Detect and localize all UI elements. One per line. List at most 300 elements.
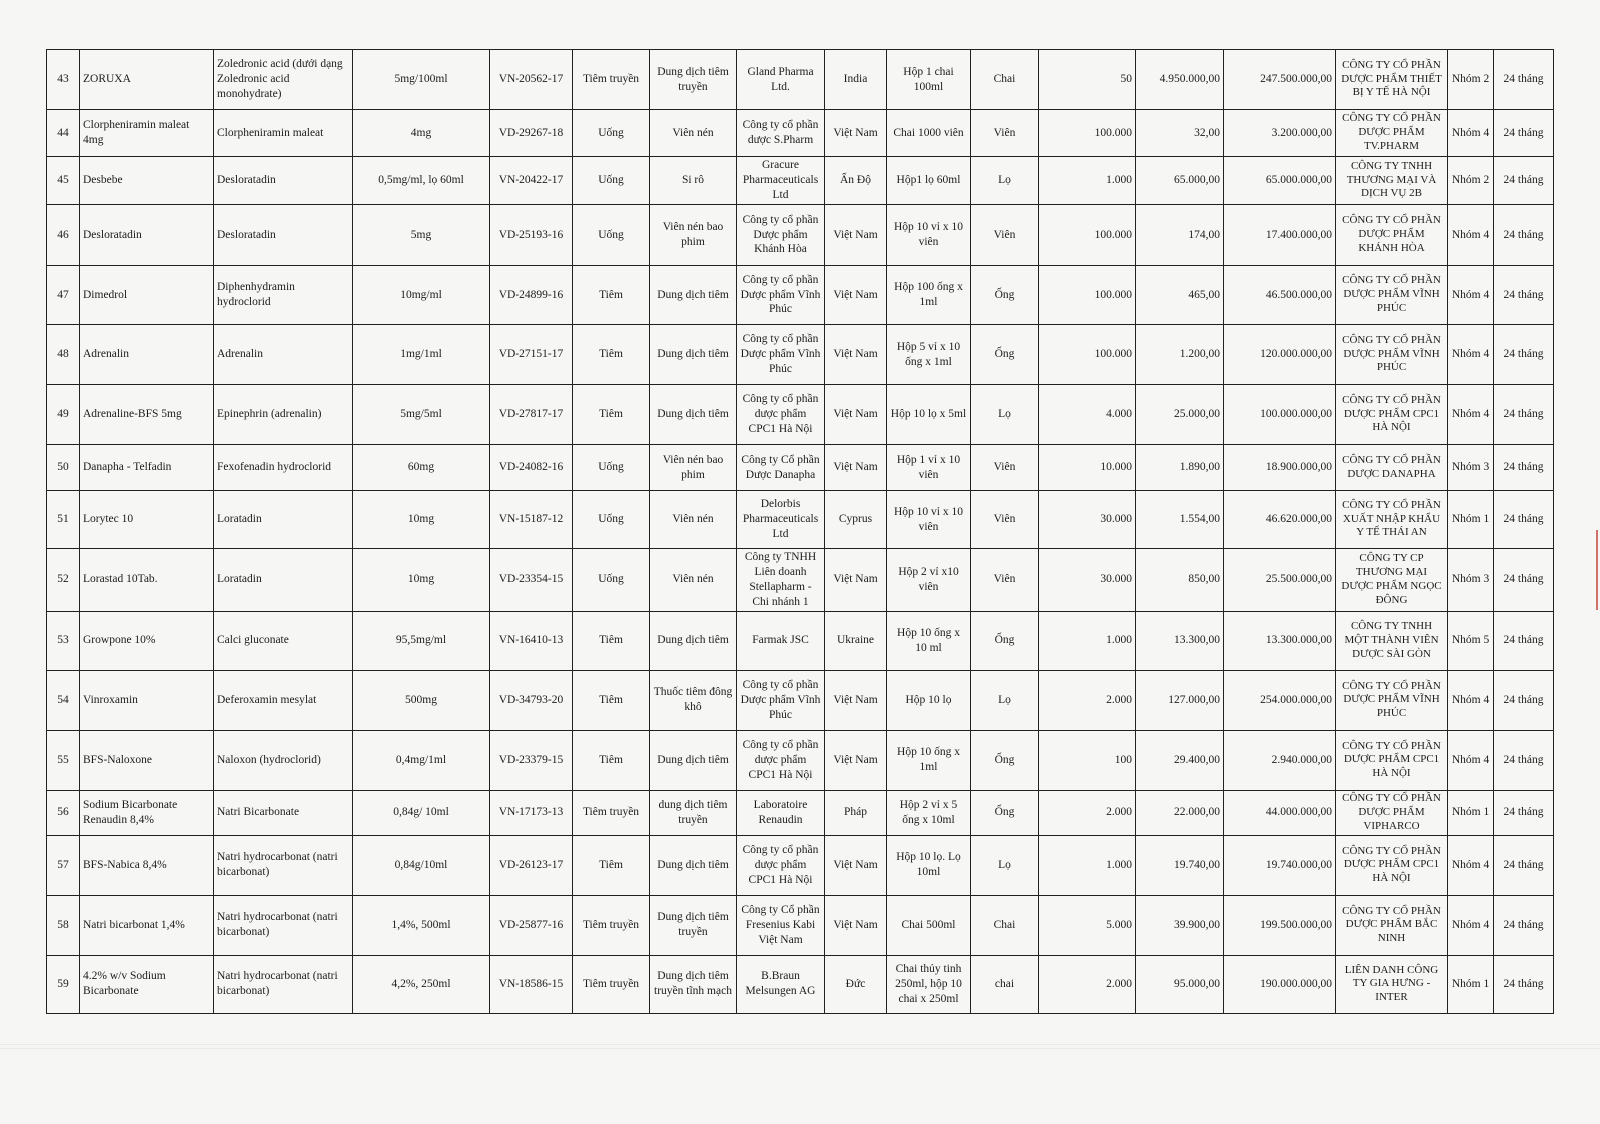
cell-manufacturer: Công ty cổ phần Dược phẩm Vĩnh Phúc [737,325,825,385]
cell-stt: 54 [47,670,80,730]
cell-stt: 59 [47,955,80,1013]
cell-packaging: Hộp 10 lọ x 5ml [887,385,971,445]
cell-manufacturer: Công ty Cổ phần Fresenius Kabi Việt Nam [737,895,825,955]
cell-dosage-form: Dung dịch tiêm [650,730,737,790]
cell-country: India [825,50,887,110]
cell-group: Nhóm 2 [1448,50,1494,110]
cell-drug-name: Dimedrol [80,266,214,325]
cell-manufacturer: Công ty cổ phần dược phẩm CPC1 Hà Nội [737,730,825,790]
cell-active-ingredient: Natri hydrocarbonat (natri bicarbonat) [214,895,353,955]
cell-route: Tiêm truyền [573,50,650,110]
cell-unit-price: 65.000,00 [1136,157,1224,205]
cell-stt: 45 [47,157,80,205]
cell-packaging: Chai 1000 viên [887,110,971,157]
table-row [47,790,1554,835]
cell-total-amount: 100.000.000,00 [1224,385,1336,445]
cell-strength: 5mg [353,205,490,266]
cell-dosage-form: Dung dịch tiêm truyền [650,50,737,110]
cell-shelf-life: 24 tháng [1494,325,1554,385]
cell-drug-name: Natri bicarbonat 1,4% [80,895,214,955]
cell-drug-name: Desbebe [80,157,214,205]
cell-strength: 1,4%, 500ml [353,895,490,955]
cell-stt: 48 [47,325,80,385]
cell-manufacturer: Công ty Cổ phần Dược Danapha [737,445,825,491]
cell-supplier: CÔNG TY CỔ PHẦN DƯỢC DANAPHA [1336,445,1448,491]
cell-active-ingredient: Naloxon (hydroclorid) [214,730,353,790]
table-row [47,549,1554,612]
cell-manufacturer: Công ty cổ phần dược S.Pharm [737,110,825,157]
cell-country: Pháp [825,790,887,835]
table-row [47,110,1554,157]
cell-supplier: CÔNG TY CỔ PHẦN DƯỢC PHẨM CPC1 HÀ NỘI [1336,835,1448,895]
cell-unit-price: 1.554,00 [1136,491,1224,549]
cell-unit: Ống [971,730,1039,790]
cell-total-amount: 19.740.000,00 [1224,835,1336,895]
cell-supplier: CÔNG TY CỔ PHẦN DƯỢC PHẨM VĨNH PHÚC [1336,670,1448,730]
cell-active-ingredient: Desloratadin [214,157,353,205]
cell-stt: 56 [47,790,80,835]
cell-drug-name: Danapha - Telfadin [80,445,214,491]
cell-drug-name: Clorpheniramin maleat 4mg [80,110,214,157]
cell-unit-price: 95.000,00 [1136,955,1224,1013]
cell-registration-number: VN-18586-15 [490,955,573,1013]
cell-total-amount: 44.000.000,00 [1224,790,1336,835]
cell-quantity: 5.000 [1039,895,1136,955]
cell-active-ingredient: Loratadin [214,549,353,612]
cell-packaging: Hộp 2 vỉ x10 viên [887,549,971,612]
cell-dosage-form: Dung dịch tiêm [650,325,737,385]
cell-route: Uống [573,491,650,549]
cell-route: Tiêm [573,385,650,445]
cell-country: Việt Nam [825,835,887,895]
cell-group: Nhóm 1 [1448,790,1494,835]
cell-quantity: 1.000 [1039,611,1136,670]
cell-stt: 47 [47,266,80,325]
cell-registration-number: VD-34793-20 [490,670,573,730]
cell-group: Nhóm 4 [1448,730,1494,790]
cell-quantity: 10.000 [1039,445,1136,491]
cell-quantity: 2.000 [1039,670,1136,730]
cell-quantity: 100.000 [1039,266,1136,325]
cell-active-ingredient: Epinephrin (adrenalin) [214,385,353,445]
cell-route: Uống [573,157,650,205]
cell-registration-number: VN-17173-13 [490,790,573,835]
cell-route: Uống [573,110,650,157]
cell-total-amount: 3.200.000,00 [1224,110,1336,157]
table-row [47,385,1554,445]
cell-supplier: CÔNG TY CP THƯƠNG MẠI DƯỢC PHẨM NGỌC ĐÔNG [1336,549,1448,612]
cell-shelf-life: 24 tháng [1494,895,1554,955]
cell-shelf-life: 24 tháng [1494,790,1554,835]
cell-supplier: CÔNG TY CỔ PHẦN DƯỢC PHẨM CPC1 HÀ NỘI [1336,385,1448,445]
cell-strength: 10mg [353,549,490,612]
cell-quantity: 2.000 [1039,955,1136,1013]
cell-total-amount: 247.500.000,00 [1224,50,1336,110]
cell-strength: 5mg/5ml [353,385,490,445]
cell-drug-name: Growpone 10% [80,611,214,670]
cell-drug-name: Vinroxamin [80,670,214,730]
cell-active-ingredient: Natri hydrocarbonat (natri bicarbonat) [214,835,353,895]
cell-total-amount: 13.300.000,00 [1224,611,1336,670]
cell-shelf-life: 24 tháng [1494,50,1554,110]
cell-unit-price: 465,00 [1136,266,1224,325]
cell-packaging: Hộp 5 vỉ x 10 ống x 1ml [887,325,971,385]
cell-strength: 5mg/100ml [353,50,490,110]
cell-country: Đức [825,955,887,1013]
cell-unit-price: 32,00 [1136,110,1224,157]
cell-supplier: CÔNG TY CỔ PHẦN DƯỢC PHẨM TV.PHARM [1336,110,1448,157]
cell-quantity: 100.000 [1039,110,1136,157]
cell-manufacturer: Laboratoire Renaudin [737,790,825,835]
cell-registration-number: VD-24899-16 [490,266,573,325]
cell-registration-number: VD-24082-16 [490,445,573,491]
cell-shelf-life: 24 tháng [1494,670,1554,730]
cell-route: Tiêm [573,611,650,670]
cell-stt: 49 [47,385,80,445]
cell-stt: 52 [47,549,80,612]
cell-packaging: Hộp 2 vỉ x 5 ống x 10ml [887,790,971,835]
table-row [47,50,1554,110]
cell-stt: 46 [47,205,80,266]
cell-route: Tiêm [573,730,650,790]
cell-country: Cyprus [825,491,887,549]
cell-stt: 57 [47,835,80,895]
scan-artifact-line [0,1048,1600,1049]
cell-shelf-life: 24 tháng [1494,549,1554,612]
cell-group: Nhóm 4 [1448,895,1494,955]
cell-unit: chai [971,955,1039,1013]
cell-supplier: CÔNG TY CỔ PHẦN DƯỢC PHẨM CPC1 HÀ NỘI [1336,730,1448,790]
cell-drug-name: Lorastad 10Tab. [80,549,214,612]
cell-drug-name: Adrenaline-BFS 5mg [80,385,214,445]
cell-shelf-life: 24 tháng [1494,205,1554,266]
table-row [47,730,1554,790]
cell-supplier: CÔNG TY CỔ PHẦN DƯỢC PHẨM BẮC NINH [1336,895,1448,955]
cell-unit: Ống [971,325,1039,385]
cell-supplier: CÔNG TY TNHH MỘT THÀNH VIÊN DƯỢC SÀI GÒN [1336,611,1448,670]
cell-strength: 4mg [353,110,490,157]
cell-dosage-form: Thuốc tiêm đông khô [650,670,737,730]
cell-dosage-form: Dung dịch tiêm truyền tĩnh mạch [650,955,737,1013]
cell-manufacturer: B.Braun Melsungen AG [737,955,825,1013]
cell-registration-number: VD-25193-16 [490,205,573,266]
cell-unit-price: 174,00 [1136,205,1224,266]
cell-unit: Chai [971,50,1039,110]
cell-shelf-life: 24 tháng [1494,445,1554,491]
cell-quantity: 100 [1039,730,1136,790]
cell-route: Tiêm [573,670,650,730]
cell-drug-name: Desloratadin [80,205,214,266]
table-row [47,895,1554,955]
cell-unit-price: 29.400,00 [1136,730,1224,790]
cell-manufacturer: Công ty cổ phần dược phẩm CPC1 Hà Nội [737,385,825,445]
cell-country: Việt Nam [825,895,887,955]
cell-unit-price: 1.200,00 [1136,325,1224,385]
cell-quantity: 30.000 [1039,491,1136,549]
cell-dosage-form: Dung dịch tiêm [650,266,737,325]
cell-registration-number: VD-23379-15 [490,730,573,790]
cell-unit-price: 4.950.000,00 [1136,50,1224,110]
cell-total-amount: 46.620.000,00 [1224,491,1336,549]
cell-group: Nhóm 3 [1448,549,1494,612]
cell-total-amount: 2.940.000,00 [1224,730,1336,790]
cell-shelf-life: 24 tháng [1494,266,1554,325]
cell-registration-number: VD-25877-16 [490,895,573,955]
cell-dosage-form: Si rô [650,157,737,205]
cell-active-ingredient: Fexofenadin hydroclorid [214,445,353,491]
cell-group: Nhóm 4 [1448,205,1494,266]
cell-unit: Lọ [971,670,1039,730]
cell-shelf-life: 24 tháng [1494,385,1554,445]
cell-group: Nhóm 4 [1448,266,1494,325]
cell-dosage-form: Viên nén [650,549,737,612]
cell-dosage-form: Dung dịch tiêm [650,611,737,670]
table-row [47,835,1554,895]
cell-country: Việt Nam [825,266,887,325]
cell-group: Nhóm 4 [1448,670,1494,730]
cell-supplier: CÔNG TY CỔ PHẦN DƯỢC PHẨM VIPHARCO [1336,790,1448,835]
cell-manufacturer: Công ty TNHH Liên doanh Stellapharm - Chi nhánh 1 [737,549,825,612]
table-row [47,266,1554,325]
cell-registration-number: VD-27151-17 [490,325,573,385]
cell-registration-number: VD-23354-15 [490,549,573,612]
cell-dosage-form: Dung dịch tiêm [650,385,737,445]
cell-drug-name: Sodium Bicarbonate Renaudin 8,4% [80,790,214,835]
cell-active-ingredient: Calci gluconate [214,611,353,670]
cell-strength: 0,4mg/1ml [353,730,490,790]
cell-group: Nhóm 4 [1448,325,1494,385]
cell-stt: 43 [47,50,80,110]
cell-quantity: 1.000 [1039,835,1136,895]
cell-unit: Viên [971,445,1039,491]
table-row [47,611,1554,670]
cell-strength: 0,84g/10ml [353,835,490,895]
cell-dosage-form: Viên nén bao phim [650,445,737,491]
cell-stt: 55 [47,730,80,790]
cell-route: Tiêm [573,325,650,385]
cell-group: Nhóm 5 [1448,611,1494,670]
cell-unit-price: 1.890,00 [1136,445,1224,491]
cell-manufacturer: Công ty cổ phần dược phẩm CPC1 Hà Nội [737,835,825,895]
cell-manufacturer: Gracure Pharmaceuticals Ltd [737,157,825,205]
cell-manufacturer: Delorbis Pharmaceuticals Ltd [737,491,825,549]
cell-supplier: CÔNG TY CỔ PHẦN DƯỢC PHẨM VĨNH PHÚC [1336,325,1448,385]
cell-total-amount: 65.000.000,00 [1224,157,1336,205]
cell-total-amount: 254.000.000,00 [1224,670,1336,730]
cell-registration-number: VD-29267-18 [490,110,573,157]
table-row [47,205,1554,266]
cell-group: Nhóm 4 [1448,110,1494,157]
cell-country: Ukraine [825,611,887,670]
cell-strength: 4,2%, 250ml [353,955,490,1013]
cell-packaging: Hộp 10 ống x 1ml [887,730,971,790]
cell-unit-price: 19.740,00 [1136,835,1224,895]
cell-unit: Lọ [971,157,1039,205]
cell-supplier: CÔNG TY CỔ PHẦN DƯỢC PHẨM KHÁNH HÒA [1336,205,1448,266]
cell-active-ingredient: Deferoxamin mesylat [214,670,353,730]
cell-country: Việt Nam [825,205,887,266]
cell-total-amount: 25.500.000,00 [1224,549,1336,612]
cell-country: Việt Nam [825,385,887,445]
cell-dosage-form: Viên nén bao phim [650,205,737,266]
cell-registration-number: VN-15187-12 [490,491,573,549]
cell-drug-name: ZORUXA [80,50,214,110]
cell-registration-number: VN-20422-17 [490,157,573,205]
cell-packaging: Chai 500ml [887,895,971,955]
cell-drug-name: Adrenalin [80,325,214,385]
cell-unit-price: 25.000,00 [1136,385,1224,445]
cell-manufacturer: Công ty cổ phần Dược phẩm Vĩnh Phúc [737,266,825,325]
cell-packaging: Hộp 10 ống x 10 ml [887,611,971,670]
cell-packaging: Chai thủy tinh 250ml, hộp 10 chai x 250ml [887,955,971,1013]
cell-country: Việt Nam [825,730,887,790]
cell-registration-number: VD-27817-17 [490,385,573,445]
table-row [47,157,1554,205]
cell-active-ingredient: Natri hydrocarbonat (natri bicarbonat) [214,955,353,1013]
table-row [47,445,1554,491]
cell-active-ingredient: Loratadin [214,491,353,549]
cell-registration-number: VN-16410-13 [490,611,573,670]
cell-unit: Ống [971,611,1039,670]
drug-table [46,49,1554,1014]
cell-active-ingredient: Zoledronic acid (dưới dạng Zoledronic acid monohydrate) [214,50,353,110]
cell-shelf-life: 24 tháng [1494,157,1554,205]
cell-quantity: 4.000 [1039,385,1136,445]
cell-group: Nhóm 1 [1448,491,1494,549]
cell-shelf-life: 24 tháng [1494,110,1554,157]
cell-dosage-form: Viên nén [650,110,737,157]
cell-total-amount: 199.500.000,00 [1224,895,1336,955]
cell-country: Việt Nam [825,670,887,730]
cell-total-amount: 17.400.000,00 [1224,205,1336,266]
cell-unit-price: 127.000,00 [1136,670,1224,730]
cell-packaging: Hộp 10 lọ. Lọ 10ml [887,835,971,895]
cell-route: Uống [573,549,650,612]
cell-group: Nhóm 2 [1448,157,1494,205]
cell-unit: Lọ [971,835,1039,895]
cell-dosage-form: dung dịch tiêm truyền [650,790,737,835]
cell-unit: Ống [971,790,1039,835]
cell-group: Nhóm 1 [1448,955,1494,1013]
cell-route: Tiêm truyền [573,790,650,835]
cell-shelf-life: 24 tháng [1494,491,1554,549]
cell-supplier: CÔNG TY TNHH THƯƠNG MẠI VÀ DỊCH VỤ 2B [1336,157,1448,205]
cell-packaging: Hộp 1 chai 100ml [887,50,971,110]
cell-stt: 58 [47,895,80,955]
cell-country: Việt Nam [825,110,887,157]
cell-strength: 1mg/1ml [353,325,490,385]
cell-dosage-form: Viên nén [650,491,737,549]
cell-manufacturer: Công ty cổ phần Dược phẩm Vĩnh Phúc [737,670,825,730]
cell-active-ingredient: Clorpheniramin maleat [214,110,353,157]
cell-quantity: 100.000 [1039,205,1136,266]
cell-manufacturer: Công ty cổ phần Dược phẩm Khánh Hòa [737,205,825,266]
cell-unit: Viên [971,491,1039,549]
cell-manufacturer: Gland Pharma Ltd. [737,50,825,110]
cell-packaging: Hộp1 lọ 60ml [887,157,971,205]
cell-supplier: CÔNG TY CỔ PHẦN XUẤT NHẬP KHẨU Y TẾ THÁI AN [1336,491,1448,549]
cell-supplier: CÔNG TY CỔ PHẦN DƯỢC PHẨM THIẾT BỊ Y TẾ HÀ NỘI [1336,50,1448,110]
cell-shelf-life: 24 tháng [1494,835,1554,895]
cell-group: Nhóm 4 [1448,385,1494,445]
cell-unit-price: 850,00 [1136,549,1224,612]
cell-total-amount: 46.500.000,00 [1224,266,1336,325]
cell-total-amount: 120.000.000,00 [1224,325,1336,385]
cell-quantity: 30.000 [1039,549,1136,612]
cell-quantity: 2.000 [1039,790,1136,835]
cell-route: Uống [573,445,650,491]
red-margin-mark [1596,530,1598,610]
cell-unit: Ống [971,266,1039,325]
cell-unit: Viên [971,549,1039,612]
cell-active-ingredient: Desloratadin [214,205,353,266]
cell-dosage-form: Dung dịch tiêm [650,835,737,895]
cell-strength: 60mg [353,445,490,491]
cell-strength: 95,5mg/ml [353,611,490,670]
table-row [47,491,1554,549]
cell-packaging: Hộp 10 lọ [887,670,971,730]
cell-active-ingredient: Natri Bicarbonate [214,790,353,835]
cell-unit-price: 22.000,00 [1136,790,1224,835]
table-row [47,325,1554,385]
cell-quantity: 100.000 [1039,325,1136,385]
cell-dosage-form: Dung dịch tiêm truyền [650,895,737,955]
cell-registration-number: VD-26123-17 [490,835,573,895]
table-row [47,670,1554,730]
cell-quantity: 1.000 [1039,157,1136,205]
cell-country: Việt Nam [825,445,887,491]
cell-strength: 500mg [353,670,490,730]
cell-manufacturer: Farmak JSC [737,611,825,670]
scan-artifact-line [0,1044,1600,1045]
cell-total-amount: 18.900.000,00 [1224,445,1336,491]
cell-stt: 44 [47,110,80,157]
cell-country: Việt Nam [825,325,887,385]
cell-packaging: Hộp 100 ống x 1ml [887,266,971,325]
table-row [47,955,1554,1013]
cell-drug-name: BFS-Naloxone [80,730,214,790]
cell-unit: Lọ [971,385,1039,445]
cell-country: Ấn Độ [825,157,887,205]
cell-strength: 0,5mg/ml, lọ 60ml [353,157,490,205]
cell-stt: 53 [47,611,80,670]
cell-group: Nhóm 4 [1448,835,1494,895]
cell-unit: Viên [971,205,1039,266]
cell-drug-name: 4.2% w/v Sodium Bicarbonate [80,955,214,1013]
cell-route: Tiêm truyền [573,955,650,1013]
cell-total-amount: 190.000.000,00 [1224,955,1336,1013]
cell-active-ingredient: Diphenhydramin hydroclorid [214,266,353,325]
cell-unit: Viên [971,110,1039,157]
cell-route: Tiêm [573,266,650,325]
cell-shelf-life: 24 tháng [1494,611,1554,670]
cell-packaging: Hộp 10 vỉ x 10 viên [887,205,971,266]
cell-strength: 0,84g/ 10ml [353,790,490,835]
cell-group: Nhóm 3 [1448,445,1494,491]
cell-packaging: Hộp 1 vỉ x 10 viên [887,445,971,491]
cell-active-ingredient: Adrenalin [214,325,353,385]
cell-supplier: LIÊN DANH CÔNG TY GIA HƯNG - INTER [1336,955,1448,1013]
cell-unit: Chai [971,895,1039,955]
cell-shelf-life: 24 tháng [1494,730,1554,790]
cell-drug-name: BFS-Nabica 8,4% [80,835,214,895]
cell-stt: 50 [47,445,80,491]
cell-unit-price: 13.300,00 [1136,611,1224,670]
cell-supplier: CÔNG TY CỔ PHẦN DƯỢC PHẨM VĨNH PHÚC [1336,266,1448,325]
table-body [47,50,1554,1014]
cell-shelf-life: 24 tháng [1494,955,1554,1013]
cell-route: Uống [573,205,650,266]
